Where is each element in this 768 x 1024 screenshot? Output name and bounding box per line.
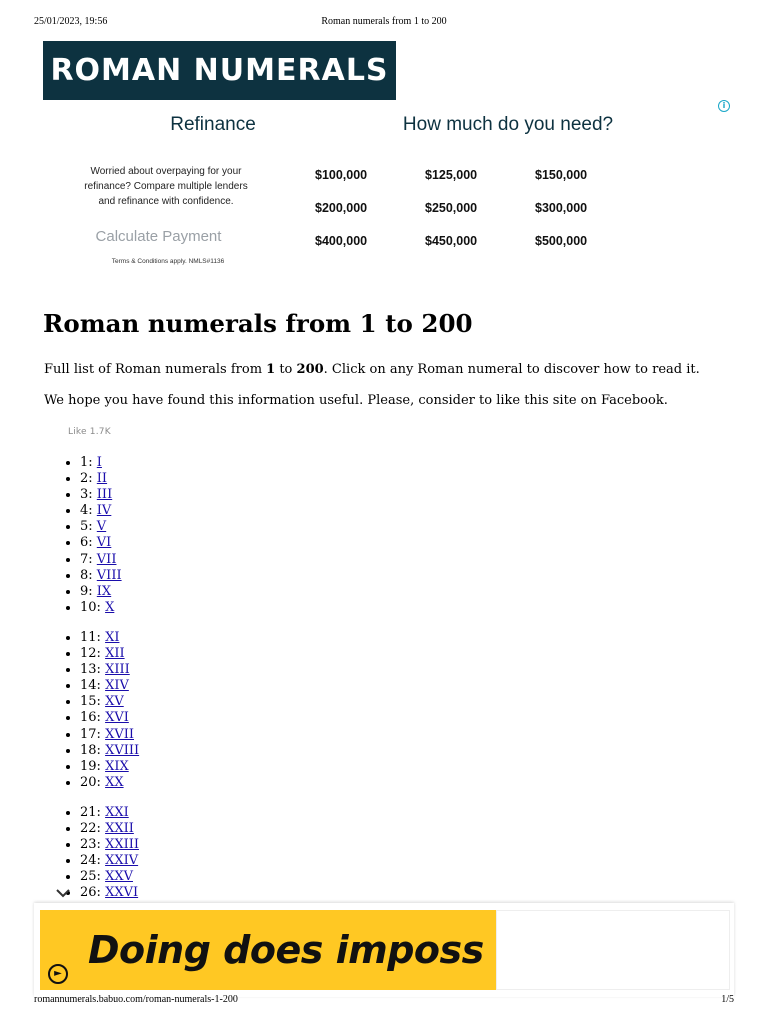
- roman-numeral-link[interactable]: VII: [96, 551, 117, 567]
- roman-numeral-link[interactable]: XXII: [105, 820, 134, 836]
- roman-numeral-link[interactable]: XVIII: [105, 742, 140, 758]
- number-label: 9:: [80, 583, 93, 599]
- roman-numeral-link[interactable]: II: [96, 471, 108, 487]
- print-url: romannumerals.babuo.com/roman-numerals-1-200: [34, 994, 238, 1005]
- roman-numeral-link[interactable]: XXV: [105, 869, 133, 885]
- amount-option[interactable]: $500,000: [535, 234, 588, 248]
- number-label: 14:: [80, 678, 101, 694]
- amount-option[interactable]: $200,000: [315, 201, 368, 215]
- refinance-ad[interactable]: [43, 100, 733, 280]
- number-label: 18:: [80, 742, 101, 758]
- number-label: 22:: [80, 820, 101, 836]
- list-item: [80, 487, 139, 503]
- roman-numeral-link[interactable]: XI: [105, 629, 120, 645]
- number-label: 10:: [80, 599, 101, 615]
- list-item: [80, 853, 139, 869]
- numeral-lists: [44, 455, 139, 915]
- number-label: 2:: [80, 471, 93, 487]
- number-label: 8:: [80, 567, 93, 583]
- number-label: 20:: [80, 774, 101, 790]
- roman-numeral-link[interactable]: V: [96, 519, 107, 535]
- number-label: 19:: [80, 758, 101, 774]
- ad-right-title: How much do you need?: [402, 114, 614, 135]
- roman-numeral-link[interactable]: IV: [96, 503, 112, 519]
- amount-option[interactable]: $300,000: [535, 201, 588, 215]
- roman-numeral-link[interactable]: XIII: [105, 662, 130, 678]
- page-title: Roman numerals from 1 to 200: [43, 309, 473, 338]
- number-label: 5:: [80, 519, 93, 535]
- number-label: 12:: [80, 646, 101, 662]
- list-item: [80, 568, 139, 584]
- number-label: 16:: [80, 710, 101, 726]
- list-item: [80, 552, 139, 568]
- number-label: 11:: [80, 629, 101, 645]
- list-item: [80, 678, 139, 694]
- number-label: 4:: [80, 503, 93, 519]
- amount-option[interactable]: $400,000: [315, 234, 368, 248]
- roman-numeral-link[interactable]: XIX: [105, 758, 129, 774]
- roman-numeral-link[interactable]: VIII: [96, 567, 122, 583]
- roman-numeral-link[interactable]: XX: [105, 774, 124, 790]
- amount-grid: [313, 168, 653, 258]
- roman-numeral-link[interactable]: XXIV: [105, 853, 139, 869]
- list-item: [80, 630, 139, 646]
- number-label: 23:: [80, 837, 101, 853]
- roman-numeral-link[interactable]: X: [105, 599, 115, 615]
- list-item: [80, 694, 139, 710]
- roman-numeral-link[interactable]: I: [96, 455, 102, 470]
- bottom-ad-banner[interactable]: [40, 910, 496, 990]
- roman-numeral-link[interactable]: XII: [105, 646, 125, 662]
- roman-numeral-link[interactable]: IX: [96, 583, 112, 599]
- ad-terms: Terms & Conditions apply. NMLS#1136: [111, 258, 225, 265]
- page-number: 1/5: [721, 994, 734, 1005]
- list-item: [80, 727, 139, 743]
- number-label: 3:: [80, 487, 93, 503]
- roman-numeral-link[interactable]: XVI: [105, 710, 129, 726]
- number-label: 26:: [80, 885, 101, 901]
- play-icon[interactable]: ►: [48, 964, 68, 984]
- list-item: [80, 535, 139, 551]
- roman-numeral-link[interactable]: VI: [96, 535, 112, 551]
- list-item: [80, 759, 139, 775]
- list-item: [80, 837, 139, 853]
- list-item: [80, 600, 139, 616]
- roman-numeral-link[interactable]: XXIII: [105, 837, 139, 853]
- print-date: 25/01/2023, 19:56: [34, 16, 108, 27]
- intro-from: 1: [266, 362, 276, 377]
- number-label: 15:: [80, 694, 101, 710]
- list-item: [80, 471, 139, 487]
- list-item: [80, 455, 139, 471]
- banner-text: Doing does imposs: [88, 928, 484, 972]
- list-item: [80, 775, 139, 791]
- list-item: [80, 646, 139, 662]
- amount-option[interactable]: $450,000: [425, 234, 478, 248]
- print-footer: [34, 994, 734, 1008]
- list-item: [80, 821, 139, 837]
- list-item: [80, 805, 139, 821]
- amount-option[interactable]: $150,000: [535, 168, 588, 182]
- number-label: 21:: [80, 804, 101, 820]
- numeral-list: [44, 630, 139, 791]
- amount-option[interactable]: $100,000: [315, 168, 368, 182]
- number-label: 24:: [80, 853, 101, 869]
- facebook-note: We hope you have found this information useful. Please, consider to like this site on Facebook.: [44, 393, 668, 408]
- number-label: 17:: [80, 726, 101, 742]
- number-label: 13:: [80, 662, 101, 678]
- intro-text: Full list of Roman numerals from: [44, 362, 267, 377]
- bottom-ad-blank: [496, 910, 730, 990]
- ad-left-title: Refinance: [170, 114, 256, 135]
- facebook-like-button[interactable]: Like 1.7K: [68, 427, 111, 437]
- intro-to: 200: [296, 362, 324, 377]
- amount-option[interactable]: $125,000: [425, 168, 478, 182]
- site-logo[interactable]: ROMAN NUMERALS: [43, 41, 396, 100]
- print-page-title: Roman numerals from 1 to 200: [321, 16, 447, 27]
- intro-paragraph: [44, 362, 700, 378]
- roman-numeral-link[interactable]: III: [96, 487, 113, 503]
- numeral-list: [44, 455, 139, 616]
- intro-text: to: [275, 362, 297, 377]
- roman-numeral-link[interactable]: XV: [105, 694, 124, 710]
- number-label: 6:: [80, 535, 93, 551]
- roman-numeral-link[interactable]: XXI: [105, 804, 129, 820]
- print-header: [34, 16, 734, 30]
- amount-option[interactable]: $250,000: [425, 201, 478, 215]
- list-item: [80, 662, 139, 678]
- ad-description: Worried about overpaying for your refinance? Compare multiple lenders and refinance with confidence.: [84, 166, 248, 207]
- list-item: [80, 503, 139, 519]
- ad-info-icon[interactable]: i: [718, 100, 730, 112]
- number-label: 25:: [80, 869, 101, 885]
- list-item: [80, 584, 139, 600]
- intro-text: . Click on any Roman numeral to discover how to read it.: [323, 362, 700, 377]
- list-item: [80, 710, 139, 726]
- roman-numeral-link[interactable]: XIV: [105, 678, 129, 694]
- list-item: [80, 869, 139, 885]
- chevron-down-icon[interactable]: [54, 886, 72, 900]
- list-item: [80, 743, 139, 759]
- list-item: [80, 885, 139, 901]
- number-label: 1:: [80, 455, 93, 470]
- roman-numeral-link[interactable]: XVII: [105, 726, 134, 742]
- list-item: [80, 519, 139, 535]
- roman-numeral-link[interactable]: XXVI: [105, 885, 139, 901]
- number-label: 7:: [80, 551, 93, 567]
- calculate-payment-button[interactable]: Calculate Payment: [95, 228, 222, 245]
